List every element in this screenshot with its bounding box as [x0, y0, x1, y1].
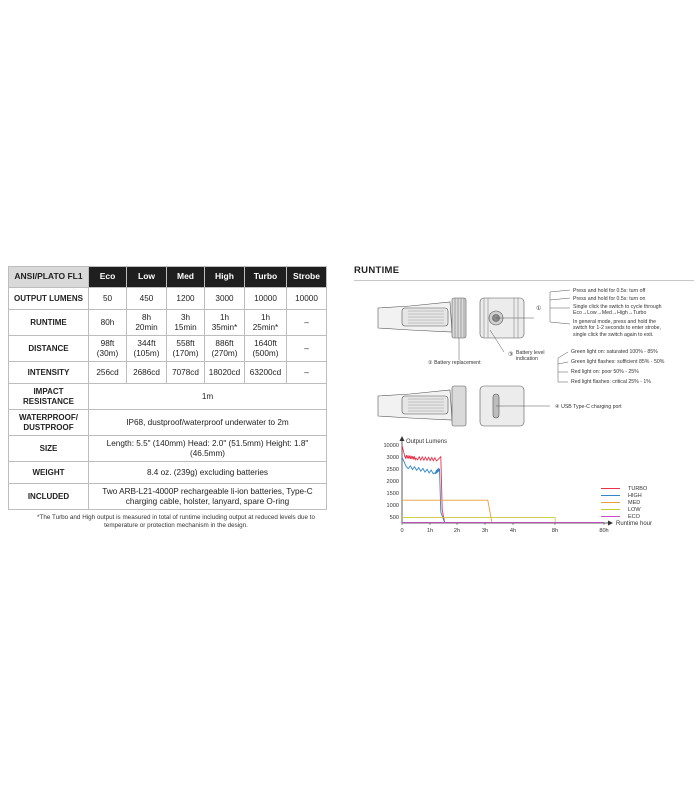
cell: 50: [89, 288, 127, 310]
y-tick-label: 1500: [386, 491, 399, 497]
cell-span: 1m: [89, 384, 327, 410]
x-axis-label: Runtime hour: [616, 521, 653, 527]
legend-item-eco: [601, 513, 647, 520]
switch-off-note: Press and hold for 0.5s: turn off: [573, 288, 646, 294]
series-line-med: [402, 500, 492, 523]
row-label-intensity: INTENSITY: [9, 362, 89, 384]
flashlight-side-view: [378, 298, 466, 338]
cell: 450: [127, 288, 167, 310]
y-axis-arrow: [400, 436, 405, 441]
cell: 1h 25min*: [245, 310, 287, 336]
divider: [354, 280, 694, 281]
cell: –: [287, 336, 327, 362]
legend-swatch: [601, 502, 620, 503]
x-axis-arrow: [608, 521, 613, 526]
cell: 1h 35min*: [205, 310, 245, 336]
row-label-runtime: RUNTIME: [9, 310, 89, 336]
row-label-included: INCLUDED: [9, 484, 89, 510]
legend-label: LOW: [628, 506, 641, 513]
y-tick-label: 10000: [383, 443, 399, 449]
cell: 3h 15min: [167, 310, 205, 336]
header-med: Med: [167, 267, 205, 288]
switch-on-note: Press and hold for 0.5s: turn on: [573, 296, 646, 302]
cell: 98ft (30m): [89, 336, 127, 362]
callout-3: ③: [508, 352, 514, 358]
cell: 3000: [205, 288, 245, 310]
header-turbo: Turbo: [245, 267, 287, 288]
cell: 80h: [89, 310, 127, 336]
row-label-weight: WEIGHT: [9, 462, 89, 484]
cell: 1200: [167, 288, 205, 310]
series-line-turbo: [402, 445, 445, 523]
header-ansi: ANSI/PLATO FL1: [9, 267, 89, 288]
table-row: [9, 288, 327, 310]
callout-battery-replacement: ② Battery replacement: [428, 360, 481, 366]
table-row: [9, 310, 327, 336]
legend-item-turbo: [601, 485, 647, 492]
table-row: [9, 384, 327, 410]
spec-table: [8, 266, 327, 510]
cell: 558ft (170m): [167, 336, 205, 362]
cell: 18020cd: [205, 362, 245, 384]
table-row: [9, 410, 327, 436]
cell: 10000: [287, 288, 327, 310]
cell: 7078cd: [167, 362, 205, 384]
cell: 344ft (105m): [127, 336, 167, 362]
cell-span: Length: 5.5" (140mm) Head: 2.0" (51.5mm) Height: 1.8" (46.5mm): [89, 436, 327, 462]
legend-label: MED: [628, 499, 641, 506]
table-footnote: *The Turbo and High output is measured in total of runtime including output at reduced levels due to temperature or protection mechanism in the design.: [37, 514, 315, 529]
battery-note-2: Green light flashes: sufficient 85% - 50%: [571, 359, 665, 365]
series-line-high: [402, 457, 445, 523]
row-label-impact: IMPACT RESISTANCE: [9, 384, 89, 410]
chart-legend: [601, 485, 647, 520]
cell: 2686cd: [127, 362, 167, 384]
battery-note-1: Green light on: saturated 100% - 85%: [571, 349, 658, 355]
cell: 256cd: [89, 362, 127, 384]
x-tick-label: 4h: [509, 528, 517, 534]
header-eco: Eco: [89, 267, 127, 288]
cell: 886ft (270m): [205, 336, 245, 362]
switch-strobe-note: In general mode, press and hold the switch for 1-2 seconds to enter strobe, single click the switch again to exit.: [573, 319, 661, 338]
x-tick-label: 1h: [426, 528, 434, 534]
y-tick-label: 3000: [386, 455, 399, 461]
y-tick-label: 1000: [386, 503, 399, 509]
cell-span: Two ARB-L21-4000P rechargeable li-ion batteries, Type-C charging cable, holster, lanyard, spare O-ring: [89, 484, 327, 510]
callout-battery-level: Battery level indication: [516, 350, 545, 363]
legend-item-med: [601, 499, 647, 506]
battery-note-3: Red light on: poor 50% - 25%: [571, 369, 639, 375]
cell: 10000: [245, 288, 287, 310]
header-strobe: Strobe: [287, 267, 327, 288]
table-header-row: [9, 267, 327, 288]
row-label-distance: DISTANCE: [9, 336, 89, 362]
cell: 1640ft (500m): [245, 336, 287, 362]
battery-note-4: Red light flashes: critical 25% - 1%: [571, 379, 651, 385]
legend-item-high: [601, 492, 647, 499]
switch-cycle-note: Single click the switch to cycle through Eco→Low→Med→High→Turbo: [573, 304, 662, 317]
x-tick-label: 3h: [481, 528, 489, 534]
legend-swatch: [601, 516, 620, 517]
x-tick-label: 8h: [551, 528, 559, 534]
x-tick-label: 2h: [453, 528, 461, 534]
runtime-title: RUNTIME: [354, 265, 400, 276]
legend-label: HIGH: [628, 492, 642, 499]
cell-span: 8.4 oz. (239g) excluding batteries: [89, 462, 327, 484]
y-tick-label: 500: [389, 515, 399, 521]
table-row: [9, 462, 327, 484]
header-low: Low: [127, 267, 167, 288]
table-row: [9, 362, 327, 384]
legend-label: TURBO: [628, 485, 648, 492]
cell: –: [287, 310, 327, 336]
x-tick-label: 0: [400, 528, 404, 534]
legend-swatch: [601, 495, 620, 496]
callout-1: ①: [536, 306, 542, 312]
table-row: [9, 436, 327, 462]
cell: 63200cd: [245, 362, 287, 384]
legend-swatch: [601, 509, 620, 510]
legend-swatch: [601, 488, 620, 489]
legend-item-low: [601, 506, 647, 513]
callout-usb-port: ④ USB Type-C charging port: [555, 404, 622, 410]
row-label-lumens: OUTPUT LUMENS: [9, 288, 89, 310]
cell: 8h 20min: [127, 310, 167, 336]
y-tick-label: 2500: [386, 467, 399, 473]
row-label-size: SIZE: [9, 436, 89, 462]
table-row: [9, 336, 327, 362]
legend-label: ECO: [628, 513, 640, 520]
table-row: [9, 484, 327, 510]
y-axis-label: Output Lumens: [406, 439, 448, 445]
cell: –: [287, 362, 327, 384]
y-tick-label: 2000: [386, 479, 399, 485]
cell-span: IP68, dustproof/waterproof underwater to 2m: [89, 410, 327, 436]
x-tick-label: 80h: [599, 528, 609, 534]
row-label-waterproof: WATERPROOF/ DUSTPROOF: [9, 410, 89, 436]
header-high: High: [205, 267, 245, 288]
